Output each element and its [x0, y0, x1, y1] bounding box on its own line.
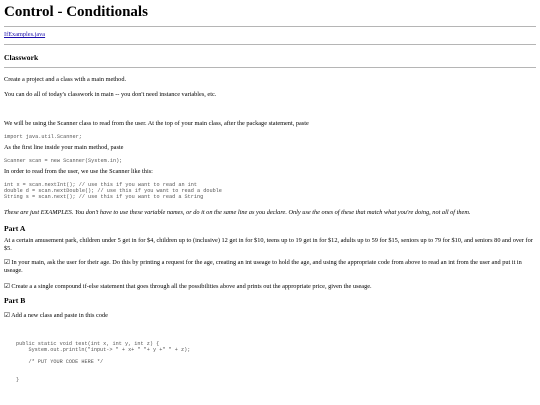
part-a-task-2-text: Create a a single compound if-else statement that goes through all the possibilities above and prints out the appropriate price, given the useage.	[11, 283, 372, 290]
code-read: int x = scan.nextInt(); // use this if you want to read an int double d = scan.nextDouble(); // use this if you want to read a double String s = scan.next(); // use this if you want to read a String	[4, 182, 222, 200]
classwork-heading: Classwork	[4, 53, 39, 62]
part-a-description: At a certain amusement park, children under 5 get in for $4, children up to (inclusive) 12 get in for $10, teens up to 19 get in for $12, adults up to 59 for $15, seniors up to 79 for $10, and seniors 80 and over for $5.	[4, 237, 533, 253]
part-a-task-1-text: In your main, ask the user for their age. Do this by printing a request for the age, creating an int useage to hold the age, and using the appropriate code from above to read an int from the user and put it in useage.	[4, 259, 522, 275]
page-title: Control - Conditionals	[4, 4, 148, 20]
intro-line-3: We will be using the Scanner class to read from the user. At the top of your main class, after the package statement, paste	[4, 120, 309, 127]
examples-note: These are just EXAMPLES. You don't have to use these variable names, or do it on the same line as you declare. Only use the ones of these that match what you're doing, not all of them.	[4, 209, 471, 216]
code-test-method: public static void test(int x, int y, int z) { System.out.println("input-> " + x+ " "+ y +" " + z); /* PUT YOUR CODE HERE */ }	[16, 341, 191, 383]
code-scanner: Scanner scan = new Scanner(System.in);	[4, 158, 123, 164]
read-text: In order to read from the user, we use the Scanner like this:	[4, 168, 153, 175]
section-divider-top	[4, 44, 536, 45]
checkbox-icon[interactable]: ☑	[4, 258, 10, 266]
part-a-heading: Part A	[4, 224, 26, 233]
first-line-text: As the first line inside your main method, paste	[4, 144, 124, 151]
intro-line-2: You can do all of today's classwork in main -- you don't need instance variables, etc.	[4, 91, 217, 98]
ifexamples-link[interactable]: IfExamples.java	[4, 31, 46, 38]
part-b-task-1-text: Add a new class and paste in this code	[11, 312, 108, 319]
part-a-task-2	[4, 282, 536, 291]
section-divider-bottom	[4, 67, 536, 68]
intro-line-1: Create a project and a class with a main method.	[4, 76, 127, 83]
title-divider	[4, 26, 536, 27]
part-a-task-1	[4, 258, 536, 275]
checkbox-icon[interactable]: ☑	[4, 282, 10, 290]
part-b-heading: Part B	[4, 296, 26, 305]
part-b-task-1	[4, 311, 108, 320]
code-import: import java.util.Scanner;	[4, 134, 82, 140]
checkbox-icon[interactable]: ☑	[4, 311, 10, 319]
